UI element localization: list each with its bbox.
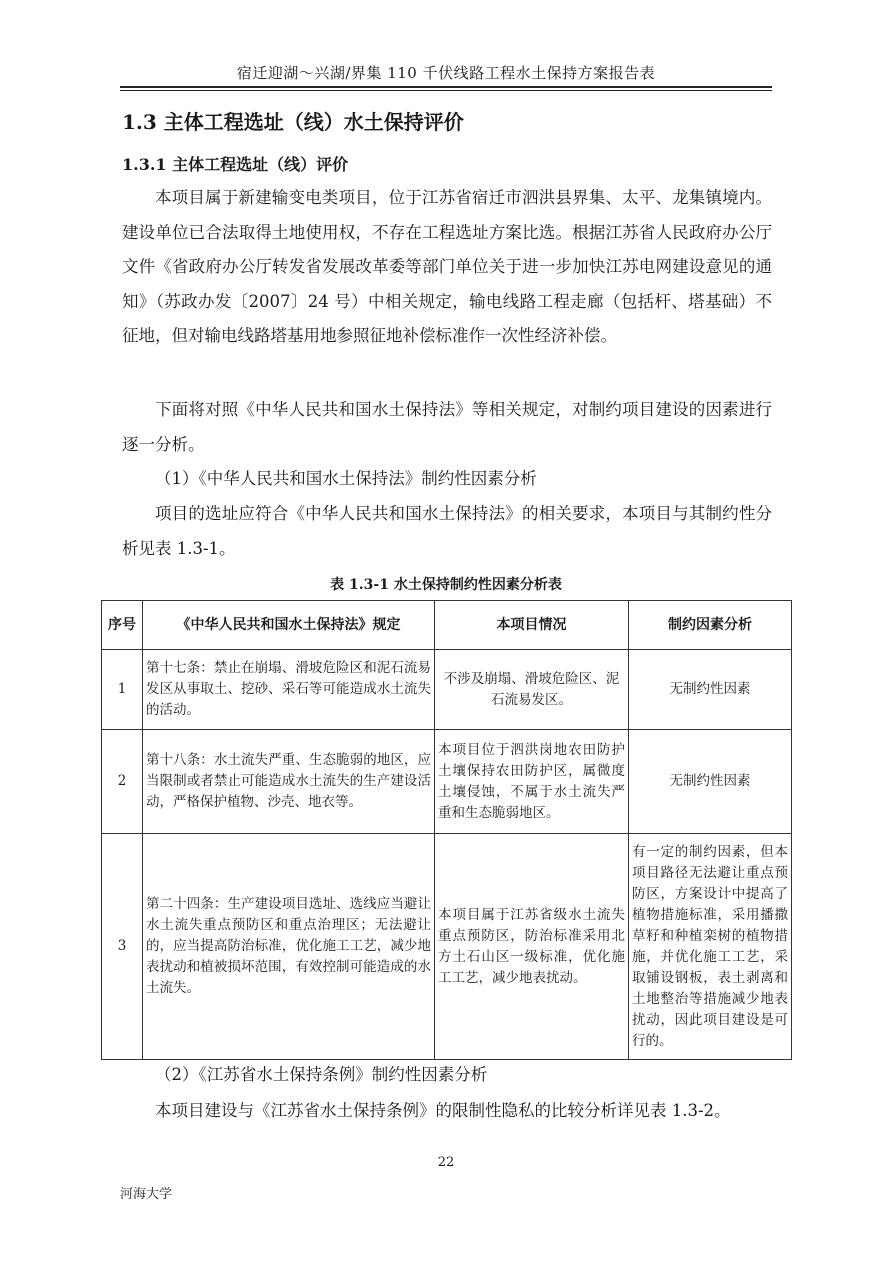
header-rule-thick bbox=[120, 86, 772, 88]
constraint-analysis-table bbox=[101, 600, 792, 1060]
paragraph-law-heading: （1）《中华人民共和国水土保持法》制约性因素分析 bbox=[155, 469, 537, 488]
column-header-situation: 本项目情况 bbox=[435, 601, 629, 650]
project-situation: 不涉及崩塌、滑坡危险区、泥石流易发区。 bbox=[435, 650, 629, 730]
law-provision: 第十七条：禁止在崩塌、滑坡危险区和泥石流易发区从事取土、挖砂、采石等可能造成水土流失的活动。 bbox=[143, 650, 435, 730]
constraint-analysis: 有一定的制约因素，但本项目路径无法避让重点预防区，方案设计中提高了植物措施标准，采用播撒草籽和种植栾树的植物措施，并优化施工工艺，采取铺设钢板，表土剥离和土地整治等措施减少地表扰动，因此项目建设是可行的。 bbox=[629, 834, 792, 1060]
column-header-analysis: 制约因素分析 bbox=[629, 601, 792, 650]
row-number: 1 bbox=[102, 650, 143, 730]
paragraph-project-overview: 本项目属于新建输变电类项目，位于江苏省宿迁市泗洪县界集、太平、龙集镇境内。建设单位已合法取得土地使用权，不存在工程选址方案比选。根据江苏省人民政府办公厅文件《省政府办公厅转发省发展改革委等部门单位关于进一步加快江苏电网建设意见的通知》（苏政办发〔2007〕24 号）中相关规定，输电线路工程走廊（包括杆、塔基础）不征地，但对输电线路塔基用地参照征地补偿标准作一次性经济补偿。 bbox=[122, 188, 772, 345]
section-heading: 1.3 主体工程选址（线）水土保持评价 bbox=[122, 110, 464, 134]
column-header-law: 《中华人民共和国水土保持法》规定 bbox=[143, 601, 435, 650]
table-row bbox=[102, 834, 792, 1060]
table-row bbox=[102, 730, 792, 834]
project-situation: 本项目位于泗洪岗地农田防护土壤保持农田防护区，属微度土壤侵蚀，不属于水土流失严重和生态脆弱地区。 bbox=[435, 730, 629, 834]
footer-organization: 河海大学 bbox=[120, 1187, 173, 1202]
page-number: 22 bbox=[437, 1155, 455, 1170]
table-row bbox=[102, 650, 792, 730]
subsection-heading: 1.3.1 主体工程选址（线）评价 bbox=[122, 155, 349, 174]
constraint-analysis: 无制约性因素 bbox=[629, 650, 792, 730]
column-header-no: 序号 bbox=[102, 601, 143, 650]
paragraph-provincial-heading: （2）《江苏省水土保持条例》制约性因素分析 bbox=[155, 1065, 488, 1084]
table-caption: 表 1.3-1 水土保持制约性因素分析表 bbox=[330, 577, 562, 593]
project-situation: 本项目属于江苏省级水土流失重点预防区，防治标准采用北方土石山区一级标准，优化施工工艺，减少地表扰动。 bbox=[435, 834, 629, 1060]
page-header-title: 宿迁迎湖～兴湖/界集 110 千伏线路工程水土保持方案报告表 bbox=[236, 64, 656, 82]
law-provision: 第十八条：水土流失严重、生态脆弱的地区，应当限制或者禁止可能造成水土流失的生产建设活动，严格保护植物、沙壳、地衣等。 bbox=[143, 730, 435, 834]
paragraph-analysis-intro: 下面将对照《中华人民共和国水土保持法》等相关规定，对制约项目建设的因素进行逐一分析。 bbox=[122, 400, 772, 454]
row-number: 3 bbox=[102, 834, 143, 1060]
paragraph-provincial-reference: 本项目建设与《江苏省水土保持条例》的限制性隐私的比较分析详见表 1.3-2。 bbox=[155, 1101, 731, 1120]
law-provision: 第二十四条：生产建设项目选址、选线应当避让水土流失重点预防区和重点治理区；无法避让的，应当提高防治标准，优化施工工艺，减少地表扰动和植被损坏范围，有效控制可能造成的水土流失。 bbox=[143, 834, 435, 1060]
constraint-analysis: 无制约性因素 bbox=[629, 730, 792, 834]
table-header-row bbox=[102, 601, 792, 650]
header-rule-thin bbox=[120, 90, 772, 91]
paragraph-table-reference: 项目的选址应符合《中华人民共和国水土保持法》的相关要求，本项目与其制约性分析见表 1.3-1。 bbox=[122, 504, 772, 558]
row-number: 2 bbox=[102, 730, 143, 834]
